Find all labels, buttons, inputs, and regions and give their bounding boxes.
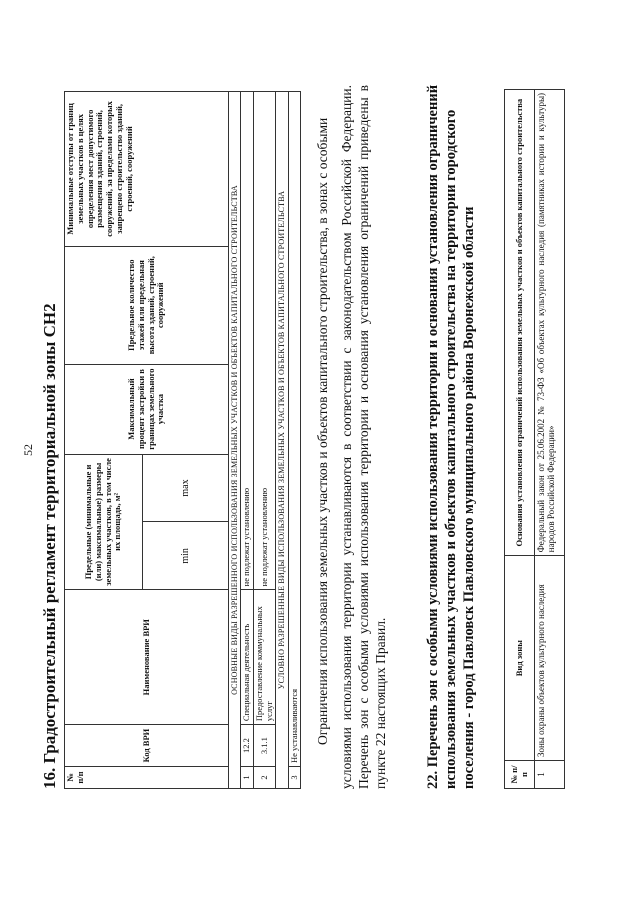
- section-conditional-label: УСЛОВНО РАЗРЕШЕННЫЕ ВИДЫ ИСПОЛЬЗОВАНИЯ ЗЕМЕЛЬНЫХ УЧАСТКОВ И ОБЪЕКТОВ КАПИТАЛЬНОГО СТРОИТЕЛЬСТВА: [276, 92, 288, 789]
- section-row-main: [229, 92, 241, 789]
- section-main-label: ОСНОВНЫЕ ВИДЫ РАЗРЕШЕННОГО ИСПОЛЬЗОВАНИЯ ЗЕМЕЛЬНЫХ УЧАСТКОВ И ОБЪЕКТОВ КАПИТАЛЬНОГО СТРОИТЕЛЬСТВА: [229, 92, 241, 789]
- page-number: 52: [21, 444, 35, 456]
- header-num: № п/п: [65, 767, 229, 789]
- paragraph-body: условиями использования территории устанавливаются в соответствии с законодательством Российской Федерации. Перечень зон с особыми условиями использования территории и основания установления ограничений приведены в пункте 22 настоящих Правил.: [339, 85, 389, 789]
- row-num: 1: [241, 767, 254, 789]
- section-16-heading: 16. Градостроительный регламент территориальной зоны СН2: [40, 303, 59, 789]
- zones-row-basis: Федеральный закон от 25.06.2002 № 73-ФЗ «Об объектах культурного наследия (памятниках истории и культуры) народов Российской Федерации»: [535, 90, 565, 556]
- header-min: min: [143, 522, 229, 590]
- row-text: Не устанавливаются: [288, 92, 301, 767]
- zones-header-zone: Вид зоны: [505, 556, 535, 761]
- paragraph-first-line: Ограничения использования земельных участков и объектов капитального строительства, в зонах с особыми: [315, 117, 330, 745]
- row-name: Специальная деятельность: [241, 590, 254, 725]
- zones-header-row: [505, 90, 535, 789]
- section-22-heading: 22. Перечень зон с особыми условиями использования территории и основания установления ограничений использования земельных участков и объектов капитального строительства на территории городского поселения - город Павловск Павловского муниципального района Воронежской области: [425, 84, 478, 789]
- table-row: [253, 92, 276, 789]
- regulation-table: [64, 91, 301, 789]
- row-num: 2: [253, 767, 276, 789]
- zones-row-zone: Зоны охраны объектов культурного наследия: [535, 556, 565, 761]
- header-max: max: [143, 454, 229, 522]
- header-percent: Максимальный процент застройки в границах земельного участка: [65, 364, 229, 454]
- header-code: Код ВРИ: [65, 725, 229, 767]
- table-row: [535, 90, 565, 789]
- row-code: 3.1.1: [253, 725, 276, 767]
- table-header-row: [65, 92, 143, 789]
- zones-header-num: № п/п: [505, 761, 535, 789]
- header-sizes: Предельные (минимальные и (или) максимальные) размеры земельных участков, в том числе их площадь, м²: [65, 454, 143, 590]
- row-num: 3: [288, 767, 301, 789]
- table-row: [241, 92, 254, 789]
- table-row: [288, 92, 301, 789]
- zones-row-num: 1: [535, 761, 565, 789]
- zones-header-basis: Основания установления ограничений использования земельных участков и объектов капитального строительства: [505, 90, 535, 556]
- row-code: 12.2: [241, 725, 254, 767]
- header-name: Наименование ВРИ: [65, 590, 229, 725]
- row-name: Предоставление коммунальных услуг: [253, 590, 276, 725]
- header-floors: Предельное количество этажей или предельная высота зданий, строений, сооружений: [65, 246, 229, 364]
- section-row-conditional: [276, 92, 288, 789]
- header-setbacks: Минимальные отступы от границ земельных участков в целях определения мест допустимого размещения зданий, строений, сооружений, за пределами которых запрещено строительство зданий, строений, сооружений: [65, 92, 229, 247]
- zones-table: [504, 89, 565, 789]
- row-value: не подлежат установлению: [253, 92, 276, 590]
- row-value: не подлежат установлению: [241, 92, 254, 590]
